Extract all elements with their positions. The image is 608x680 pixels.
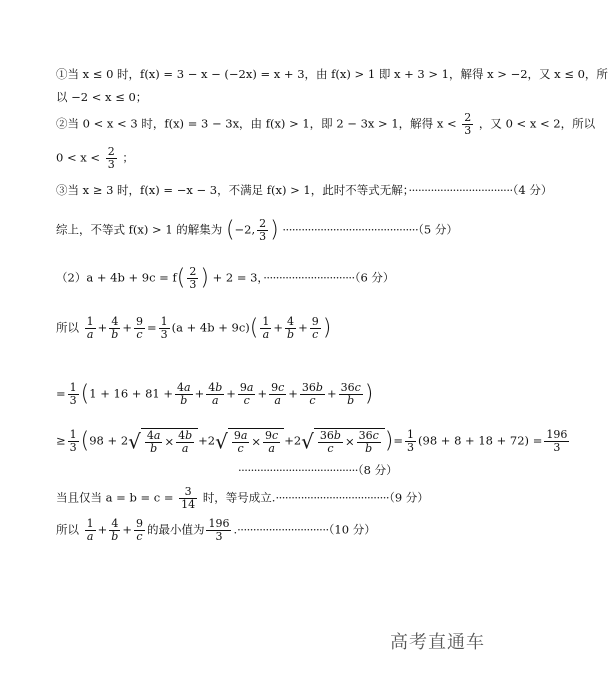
summary-line: 综上，不等式 f(x) > 1 的解集为 (−2, $\frac{2}{3}$ ) ···········································（5 分）: [56, 217, 458, 243]
fraction-result: $\frac{196}{3}$: [208, 517, 230, 543]
fraction-two-thirds: $\frac{2}{3}$: [464, 111, 472, 137]
interval-left: −2,: [234, 222, 256, 237]
score8-line: [238, 462, 504, 478]
case2-conclusion: 0 < x <: [56, 150, 101, 165]
case1-conclusion: 以 −2 < x ≤ 0；: [56, 90, 148, 104]
sqrt-term: √ $\frac{4a}{b}$ × $\frac{4b}{a}$: [128, 428, 198, 455]
step-so-line: 所以 $\frac{1}{a}$ + $\frac{4}{b}$ + $\frac{9}{c}$ = $\frac{1}{3}$ (a + 4b + 9c)( $\frac{1}{a}$ + $\frac{4}{b}$ + $\frac{9}{c}$ ): [56, 315, 332, 341]
minimum-prefix: 所以: [56, 522, 79, 537]
step-so-prefix: 所以: [56, 320, 79, 335]
case1-line1: [56, 66, 608, 82]
minimum-text: 的最小值为: [146, 522, 205, 537]
score-label: （4 分）: [512, 183, 553, 197]
case1-line2: [56, 89, 504, 105]
score-label: （9 分）: [389, 490, 429, 505]
fraction-three-fourteenths: $\frac{3}{14}$: [181, 485, 196, 511]
equality-text-tail: 时，等号成立.: [202, 490, 276, 505]
part2-expr: a + 4b + 9c = f: [86, 270, 177, 285]
fraction-two-thirds: $\frac{2}{3}$: [107, 145, 115, 171]
fraction-two-thirds: $\frac{2}{3}$: [189, 265, 197, 291]
summary-text: 综上，不等式 f(x) > 1 的解集为: [56, 222, 223, 237]
equality-line: [56, 486, 504, 511]
watermark-text: 高考直通车: [390, 632, 485, 653]
minimum-line: 所以 $\frac{1}{a}$ + $\frac{4}{b}$ + $\frac{9}{c}$ 的最小值为 $\frac{196}{3}$ .·····························（10 分）: [56, 517, 376, 543]
case2-text: ②当 0 < x < 3 时，f(x) = 3 − 3x，由 f(x) > 1，即 2 − 3x > 1，解得 x <: [56, 116, 457, 131]
fraction-result: $\frac{196}{3}$: [546, 428, 568, 454]
leader-dots: ···········································: [282, 222, 419, 237]
equality-text: 当且仅当 a = b = c =: [56, 490, 174, 505]
case2-line1: [56, 111, 596, 137]
step-expand-line: = $\frac{1}{3}$ (1 + 16 + 81 + $\frac{4a}{b}$ + $\frac{4b}{a}$ + $\frac{9a}{c}$ + $\frac{9c}{a}$ + $\frac{36b}{c}$ + $\frac{36c}{b}$ ): [56, 381, 374, 407]
part2-expr-tail: + 2 = 3，: [212, 270, 264, 285]
leader-dots: ······································: [238, 463, 358, 477]
case1-text: ①当 x ≤ 0 时，f(x) = 3 − x − (−2x) = x + 3，由 f(x) > 1 即 x + 3 > 1，解得 x > −2，又 x ≤ 0，所: [56, 67, 608, 81]
sqrt-term: √ $\frac{9a}{c}$ × $\frac{9c}{a}$: [215, 428, 284, 455]
score-label: （8 分）: [357, 463, 398, 477]
case3-line: [56, 182, 553, 198]
part2-line: （2）a + 4b + 9c = f( $\frac{2}{3}$ ) + 2 = 3，·····························（6 分）: [56, 265, 395, 291]
leader-dots: ·································: [408, 183, 513, 197]
leader-dots: ····································: [275, 490, 390, 505]
case3-text: ③当 x ≥ 3 时，f(x) = −x − 3，不满足 f(x) > 1，此时不等式无解；: [56, 183, 409, 197]
score-label: （10 分）: [328, 522, 376, 537]
leader-dots: ·····························: [263, 270, 355, 285]
step-ineq-result: (98 + 8 + 18 + 72) =: [418, 433, 543, 448]
score-label: （5 分）: [418, 222, 458, 237]
step-so-factor: (a + 4b + 9c): [171, 320, 250, 335]
case2-conclusion-tail: ；: [122, 150, 134, 165]
step-ineq-constant: 98 + 2: [89, 433, 129, 448]
case2-line2: [56, 146, 504, 171]
case2-text-tail: ，又 0 < x < 2，所以: [478, 116, 596, 131]
score-label: （6 分）: [354, 270, 395, 285]
sqrt-term: √ $\frac{36b}{c}$ × $\frac{36c}{b}$: [301, 428, 385, 455]
step-ineq-line: ≥ $\frac{1}{3}$ (98 + 2√ $\frac{4a}{b}$ × $\frac{4b}{a}$ +2√ $\frac{9a}{c}$ × $\frac{9c}{a}$ +2√ $\frac{36b}{c}$ × $\frac{36c}{b}$ )= $\frac{1}{3}$ (98 + 8 + 18 + 72) = $\frac{196}{3}$: [56, 428, 568, 455]
step-expand-constants: 1 + 16 + 81 +: [89, 386, 174, 401]
leader-dots: ·····························: [237, 522, 329, 537]
fraction-two-thirds: $\frac{2}{3}$: [259, 217, 267, 243]
part-label: （2）: [56, 270, 87, 285]
